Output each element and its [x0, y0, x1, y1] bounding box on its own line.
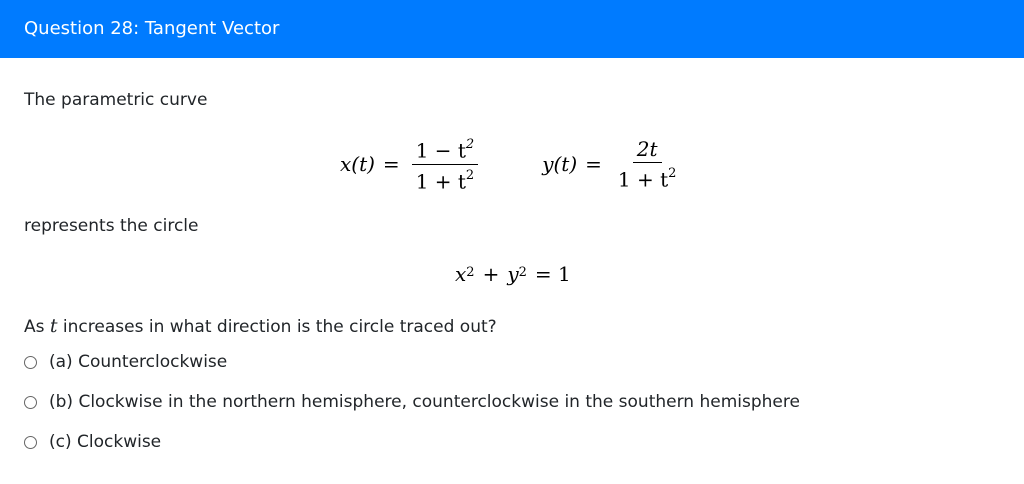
radio-button[interactable] — [24, 396, 37, 409]
question-title: Question 28: Tangent Vector — [24, 18, 280, 39]
x-fraction — [412, 136, 479, 192]
question-header — [0, 0, 1024, 58]
option-label: (c) Clockwise — [49, 432, 162, 452]
x-lhs: x(t) — [340, 152, 375, 177]
middle-text: represents the circle — [24, 216, 199, 236]
y-numerator: 2t — [633, 138, 662, 163]
option-label: (b) Clockwise in the northern hemisphere, counterclockwise in the southern hemisphere — [49, 392, 800, 412]
parametric-equations — [340, 136, 684, 192]
option-a[interactable] — [24, 352, 227, 372]
question-prompt: As t increases in what direction is the circle traced out? — [24, 315, 497, 337]
equals-sign: = — [382, 152, 400, 177]
option-b[interactable] — [24, 392, 800, 412]
intro-text: The parametric curve — [24, 90, 208, 110]
y-fraction — [614, 138, 681, 191]
equals-sign: = — [585, 152, 602, 177]
option-label: (a) Counterclockwise — [49, 352, 228, 372]
y-denominator: $1 + t^2$ — [617, 165, 677, 192]
radio-button[interactable] — [24, 356, 37, 369]
circle-equation: x $^2$ + y $^2$ = 1 — [455, 262, 571, 286]
x-denominator: $1 + t^2$ — [415, 167, 475, 194]
y-lhs: y(t) — [542, 152, 578, 177]
x-numerator: $1 - t^2$ — [412, 136, 479, 165]
radio-button[interactable] — [24, 436, 37, 449]
option-c[interactable] — [24, 432, 161, 452]
